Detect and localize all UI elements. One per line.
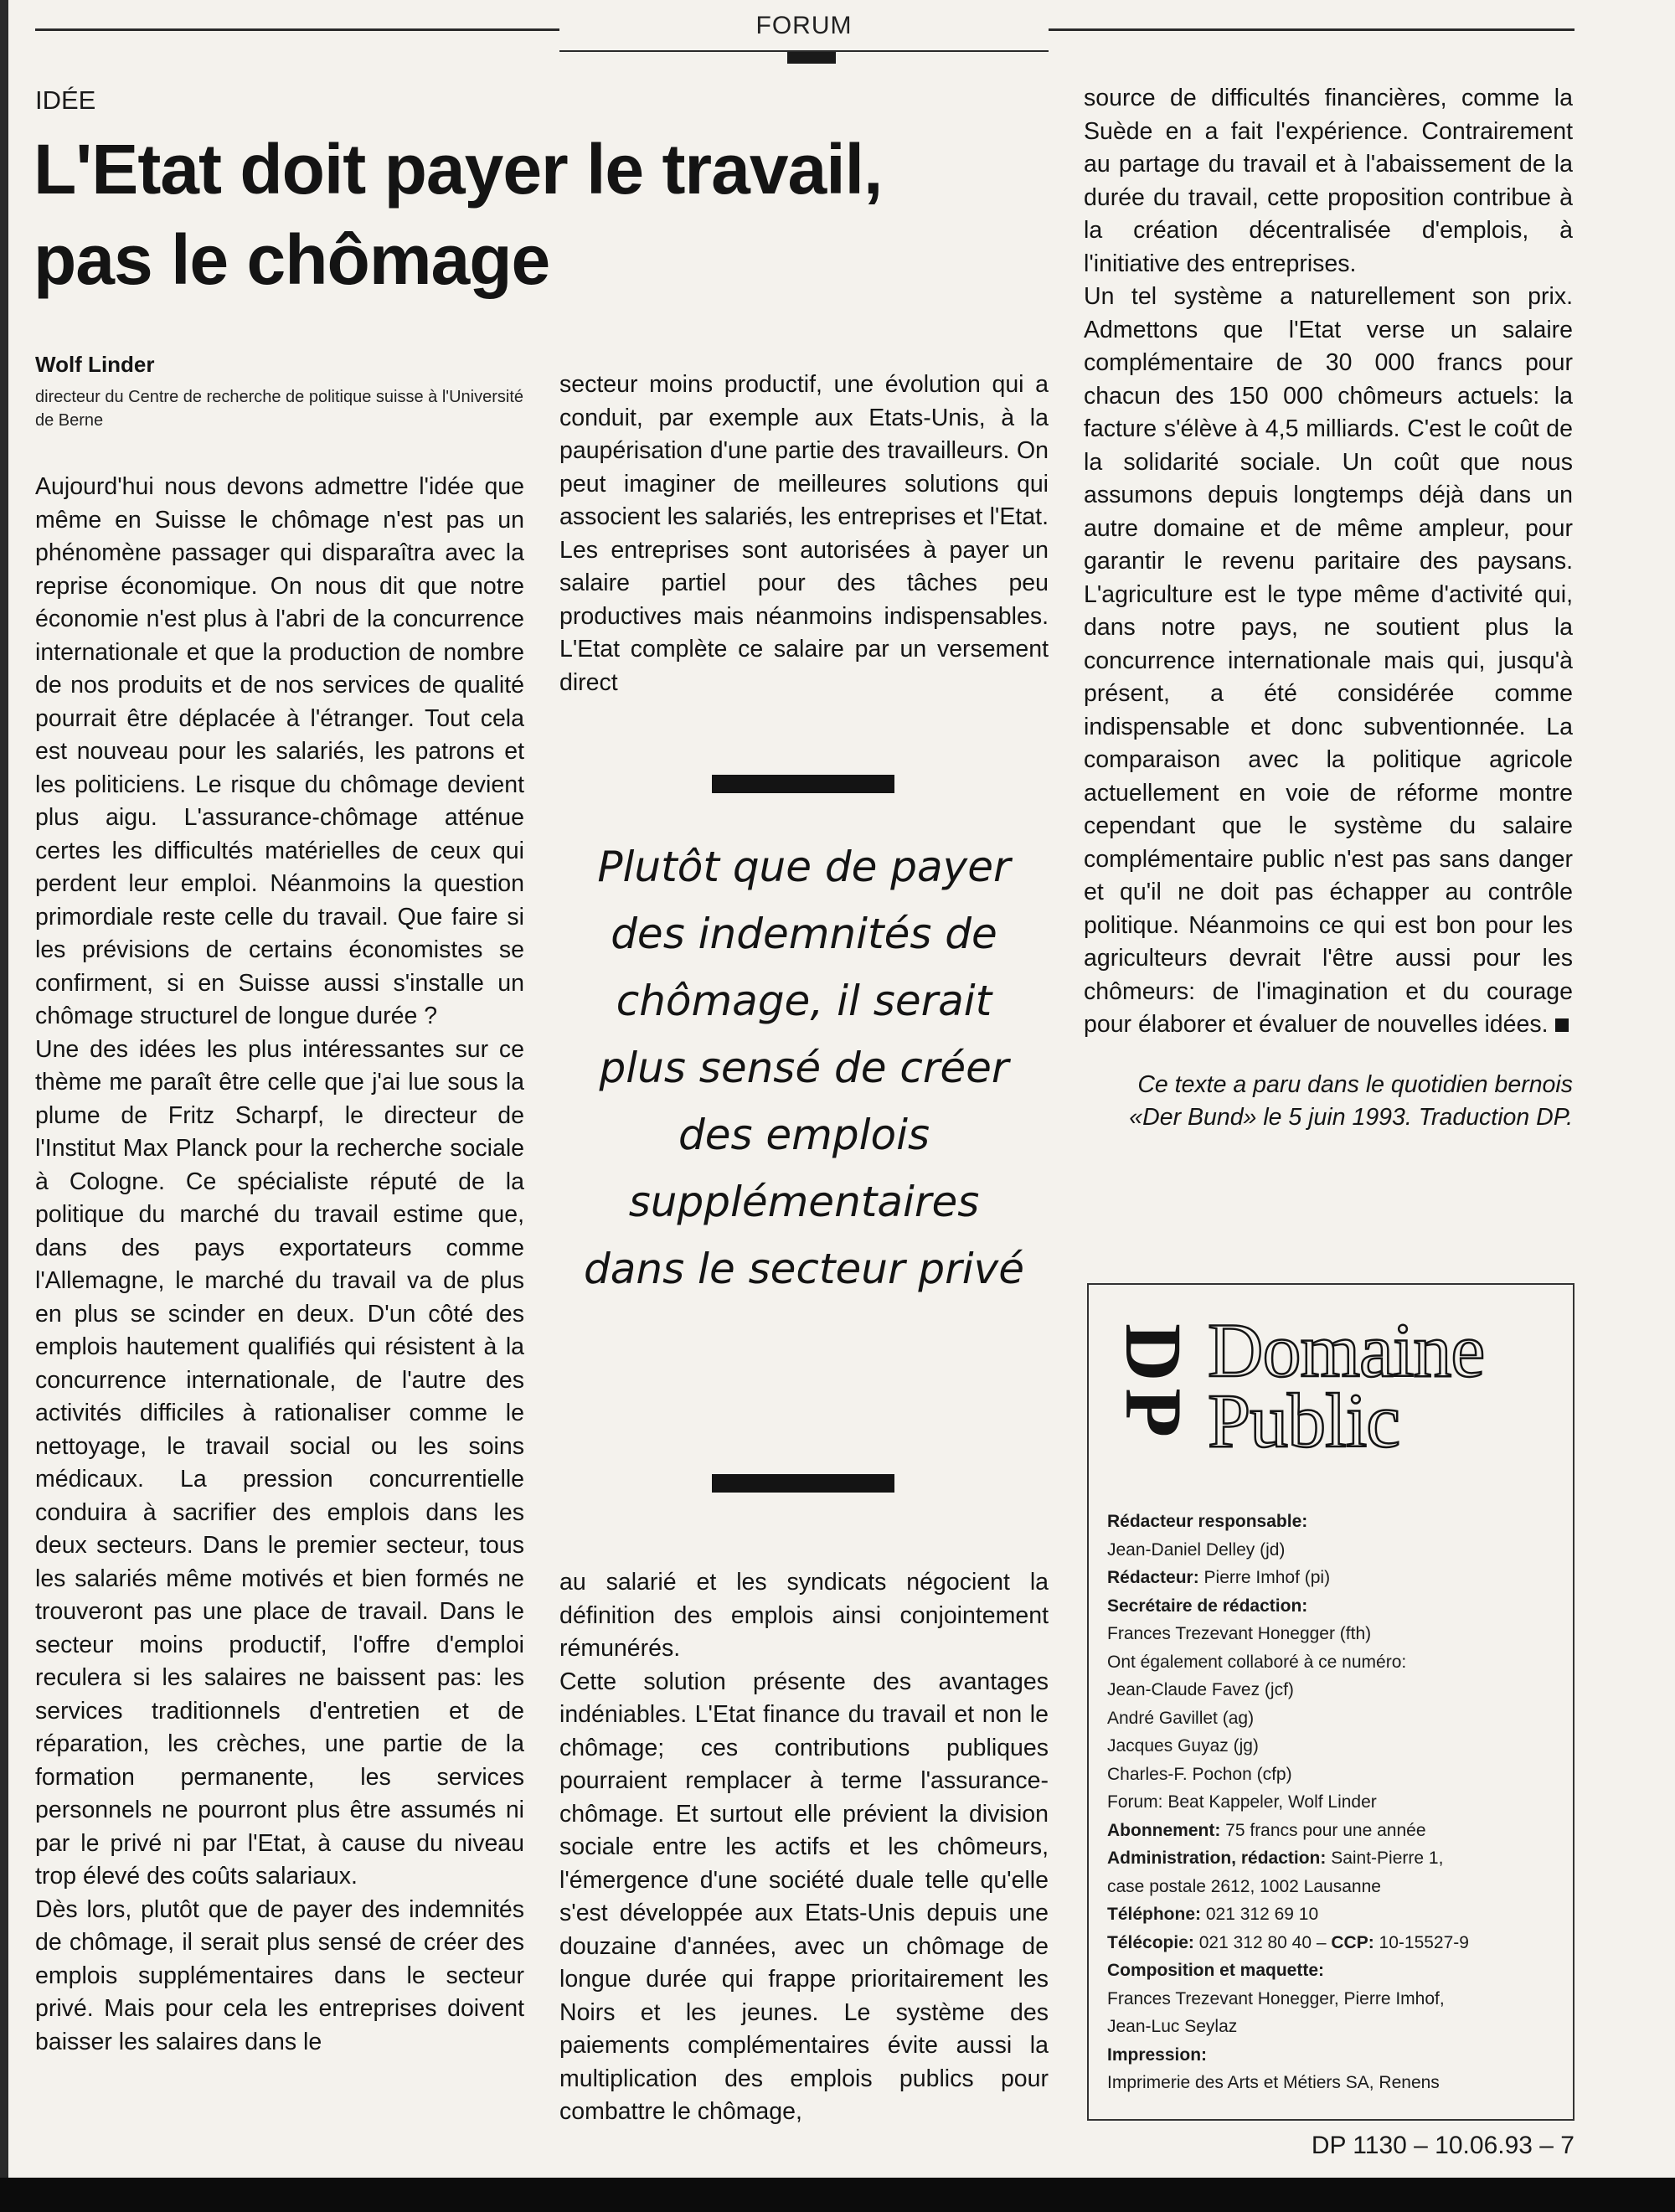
paragraph: Dès lors, plutôt que de payer des indemnités de chômage, il serait plus sensé de créer des emplois supplémentaires dans le secteur privé. Mais pour cela les entreprises doivent baisser les salaires dans le — [35, 1895, 524, 2055]
headline-line-1: L'Etat doit payer le travail, — [34, 130, 883, 209]
pullquote-bar-top — [712, 775, 894, 793]
credit-line: Téléphone: 021 312 69 10 — [1107, 1905, 1319, 1924]
credit-line: André Gavillet (ag) — [1107, 1708, 1255, 1728]
pullquote: Plutôt que de payer des indemnités de chômage, il serait plus sensé de créer des emplois supplémentaires dans le secteur privé — [584, 843, 1024, 1293]
credit-line: Frances Trezevant Honegger (fth) — [1107, 1624, 1372, 1643]
credit-line: Jean-Daniel Delley (jd) — [1107, 1539, 1286, 1560]
page-edge — [0, 0, 8, 2212]
article-headline — [34, 124, 1038, 305]
credit-line: Télécopie: 021 312 80 40 – CCP: 10-15527-9 — [1107, 1932, 1469, 1952]
credit-line: Charles-F. Pochon (cfp) — [1107, 1764, 1292, 1784]
credit-line: Rédacteur: Pierre Imhof (pi) — [1107, 1568, 1331, 1587]
paragraph: au salarié et les syndicats négocient la définition des emplois ainsi conjointement rémunérés. — [559, 1569, 1049, 1662]
article-column-2-bottom — [559, 1566, 1049, 2129]
scan-bottom-band — [0, 2178, 1675, 2212]
page-folio: DP 1130 – 10.06.93 – 7 — [1311, 2132, 1574, 2159]
credit-line: Jean-Luc Seylaz — [1107, 2017, 1238, 2036]
logo-line-1: Domaine — [1208, 1307, 1485, 1393]
credit-line: case postale 2612, 1002 Lausanne — [1107, 1876, 1381, 1896]
paragraph-text: Un tel système a naturellement son prix. Admettons que l'Etat verse un salaire complémentaire de 30 000 francs pour chacun des 150 000 chômeurs actuels: la facture s'élève à 4,5 milliards. C'est le coût de la solidarité sociale. Un coût que nous assumons depuis longtemps déjà dans un autre domaine et de même ampleur, pour garantir le revenu paritaire des paysans. L'agriculture est le type même d'activité qui, dans notre pays, ne soutient plus la concurrence internationale mais qui, jusqu'à présent, a été considérée comme indispensable et donc subventionnée. La comparaison avec la politique agricole actuellement en voie de réforme montre cependant que le système du salaire complémentaire public n'est pas sans danger et qu'il ne doit pas échapper au contrôle politique. Néanmoins ce qui est bon pour les agriculteurs devrait l'être aussi pour les chômeurs: de l'imagination et du courage pour élaborer et évaluer de nouvelles idées. — [1084, 283, 1573, 1038]
credit-line: Imprimerie des Arts et Métiers SA, Renens — [1107, 2073, 1440, 2092]
article-column-2-top — [559, 369, 1049, 699]
paragraph: Une des idées les plus intéressantes sur ce thème me paraît être celle que j'ai lue sous la plume de Fritz Scharpf, le directeur de l'Institut Max Planck pour la recherche sociale à Cologne. Ce spécialiste réputé de la politique du marché du travail estime que, dans des pays exportateurs comme l'Allemagne, le marché du travail va de plus en plus se scinder en deux. D'un côté des emplois hautement qualifiés qui résistent à la concurrence internationale, de l'autre des activités difficiles à rationaliser comme le nettoyage, le travail social ou les soins médicaux. La pression concurrentielle conduira à sacrifier des emplois dans les deux secteurs. Dans le premier secteur, tous les salariés même motivés et bien formés ne trouveront pas une place de travail. Dans le secteur moins productif, l'offre d'emploi reculera si les salaires ne baissent pas: les services traditionnels d'entretien et de réparation, les crèches, une partie de la formation permanente, les services personnels ne pourront plus être assumés ni par le privé ni par l'Etat, à cause du niveau trop élevé des coûts salariaux. — [35, 1035, 524, 1890]
pullquote-bar-bottom — [712, 1474, 894, 1493]
masthead-logo-letters: DP — [1109, 1323, 1198, 1444]
header-rule-left — [35, 28, 559, 31]
credit-line: Jacques Guyaz (jg) — [1107, 1736, 1259, 1756]
paragraph: Aujourd'hui nous devons admettre l'idée que même en Suisse le chômage n'est pas un phénomène passager qui disparaîtra avec la reprise économique. On nous dit que notre économie n'est plus à l'abri de la concurrence internationale et que la production de nombre de nos produits et de nos services de qualité pourrait être déplacée à l'étranger. Tout cela est nouveau pour les salariés, les patrons et les politiciens. Le risque du chômage devient plus aigu. L'assurance-chômage atténue certes les difficultés matérielles de ceux qui perdent leur emploi. Néanmoins la question primordiale reste celle du travail. Que faire si les prévisions de certains économistes se confirment, si en Suisse aussi s'installe un chômage structurel de longue durée ? — [35, 473, 524, 1029]
article-column-3 — [1084, 82, 1573, 1135]
credit-line: Abonnement: 75 francs pour une année — [1107, 1820, 1426, 1840]
credit-line: Frances Trezevant Honegger, Pierre Imhof, — [1107, 1988, 1445, 2008]
masthead-credits — [1107, 1508, 1559, 2097]
article-column-1 — [35, 471, 524, 2059]
section-label: FORUM — [755, 12, 853, 39]
section-tab-marker — [787, 52, 836, 64]
paragraph: source de difficultés financières, comme la Suède en a fait l'expérience. Contrairement au partage du travail et à l'abaissement de la durée du travail, cette proposition contribue à la création décentralisée d'emplois, à l'initiative des entreprises. — [1084, 85, 1573, 277]
credit-line: Impression: — [1107, 2044, 1208, 2065]
logo-line-2: Public — [1208, 1378, 1400, 1463]
header-rule-right — [1049, 28, 1574, 31]
article-kicker: IDÉE — [35, 85, 96, 115]
headline-line-2: pas le chômage — [34, 220, 550, 299]
author-role: directeur du Centre de recherche de politique suisse à l'Université de Berne — [35, 388, 524, 430]
masthead-logo-name — [1208, 1307, 1559, 1463]
end-mark-icon — [1555, 1018, 1569, 1032]
paragraph: Cette solution présente des avantages indéniables. L'Etat finance du travail et non le chômage; ces contributions publiques pourraient remplacer à terme l'assurance-chômage. Et surtout elle prévient la division sociale entre les actifs et les chômeurs, l'émergence d'une société duale telle qu'elle s'est développée aux Etats-Unis depuis une douzaine d'années, avec un chômage de longue durée qui frappe prioritairement les Noirs et les jeunes. Le système des paiements complémentaires évite aussi la multiplication des emplois publics pour combattre le chômage, — [559, 1668, 1049, 2125]
source-caption: Ce texte a paru dans le quotidien bernois «Der Bund» le 5 juin 1993. Traduction DP. — [1129, 1070, 1573, 1131]
credit-line: Forum: Beat Kappeler, Wolf Linder — [1107, 1792, 1377, 1812]
author-name: Wolf Linder — [35, 352, 155, 377]
credit-line: Secrétaire de rédaction: — [1107, 1596, 1308, 1616]
credit-line: Composition et maquette: — [1107, 1961, 1325, 1980]
credit-line: Administration, rédaction: Saint-Pierre 1, — [1107, 1848, 1444, 1868]
paragraph: secteur moins productif, une évolution qui a conduit, par exemple aux Etats-Unis, à la paupérisation d'une partie des travailleurs. On peut imaginer de meilleures solutions qui associent les salariés, les entreprises et l'Etat. Les entreprises sont autorisées à payer un salaire partiel pour des tâches peu productives mais néanmoins indispensables. L'Etat complète ce salaire par un versement direct — [559, 371, 1049, 696]
credit-line: Ont également collaboré à ce numéro: — [1107, 1652, 1407, 1672]
paragraph — [1084, 281, 1573, 1042]
credit-line: Rédacteur responsable: — [1107, 1512, 1308, 1531]
credit-line: Jean-Claude Favez (jcf) — [1107, 1680, 1294, 1699]
